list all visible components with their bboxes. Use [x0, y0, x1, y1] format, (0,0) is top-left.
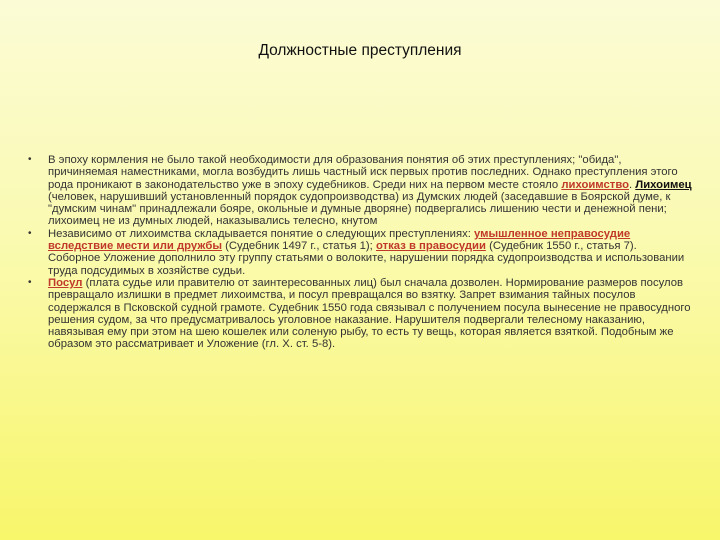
bullet-item: [28, 228, 692, 277]
bullet-dot-icon: •: [28, 276, 32, 288]
bullet-item: [28, 277, 692, 351]
bullet-dot-icon: •: [28, 154, 32, 165]
bullet-dot-icon: •: [28, 227, 32, 239]
term-otkaz-v-pravosudii[interactable]: отказ в правосудии: [375, 240, 486, 253]
bullet-text: В эпоху кормления не было такой необходимости для образования понятия об этих преступлениях; "обида", причиняемая наместниками, могла возбудить лишь частный иск первых против последних. Однако преступления этого рода проникают в законодательство уже в эпоху судебников. Среди них на первом месте стояло: [48, 154, 678, 191]
bullet-item: [28, 154, 692, 228]
bullet-text: Независимо от лихоимства складывается понятие о следующих преступлениях:: [48, 227, 475, 240]
term-umyshlennoe-nepravosudie[interactable]: умышленное неправосудие вследствие мести или дружбы: [48, 227, 631, 253]
bullet-text: (человек, нарушивший установленный порядок судопроизводства) из Думских людей (заседавшие в Боярской думе, к "думским чинам" принадлежали бояре, окольные и думные дворяне) подвергались лишению чести и денежной пени; лихоимец не из думных людей, наказывались телесно, кнутом: [48, 190, 671, 228]
bullet-text: (плата судье или правителю от заинтересованных лиц) был сначала дозволен. Нормирование размеров посулов превращало излишки в предмет лихоимства, и посул превращался во взятку. Запрет взимания тайных посулов содержался в Псковской судной грамоте. Судебник 1550 года связывал с получением посула вынесение не правосудного решения судом, за что предусматривалось уголовное наказание. Нарушителя подвергали телесному наказанию, навязывая ему при этом на шею кошелек или соленую рыбу, то есть ту вещь, которая является взяткой. Подобным же образом это рассматривает и Уложение (гл. X. ст. 5-8).: [48, 276, 691, 351]
term-likhoimstvo[interactable]: лихоимство: [561, 178, 630, 191]
bullet-text: (Судебник 1497 г., статья 1);: [221, 240, 376, 253]
bullet-text: (Судебник 1550 г., статья 7). Соборное Уложение дополнило эту группу статьями о волоките, нарушении порядка судопроизводства и использовании труда подсудимых в хозяйстве судьи.: [48, 240, 685, 277]
bullet-list: [28, 154, 692, 351]
term-posul[interactable]: Посул: [48, 276, 83, 289]
slide-title: Должностные преступления: [258, 42, 462, 59]
bullet-text: .: [629, 178, 636, 191]
term-likhoimets[interactable]: Лихоимец: [635, 178, 692, 191]
